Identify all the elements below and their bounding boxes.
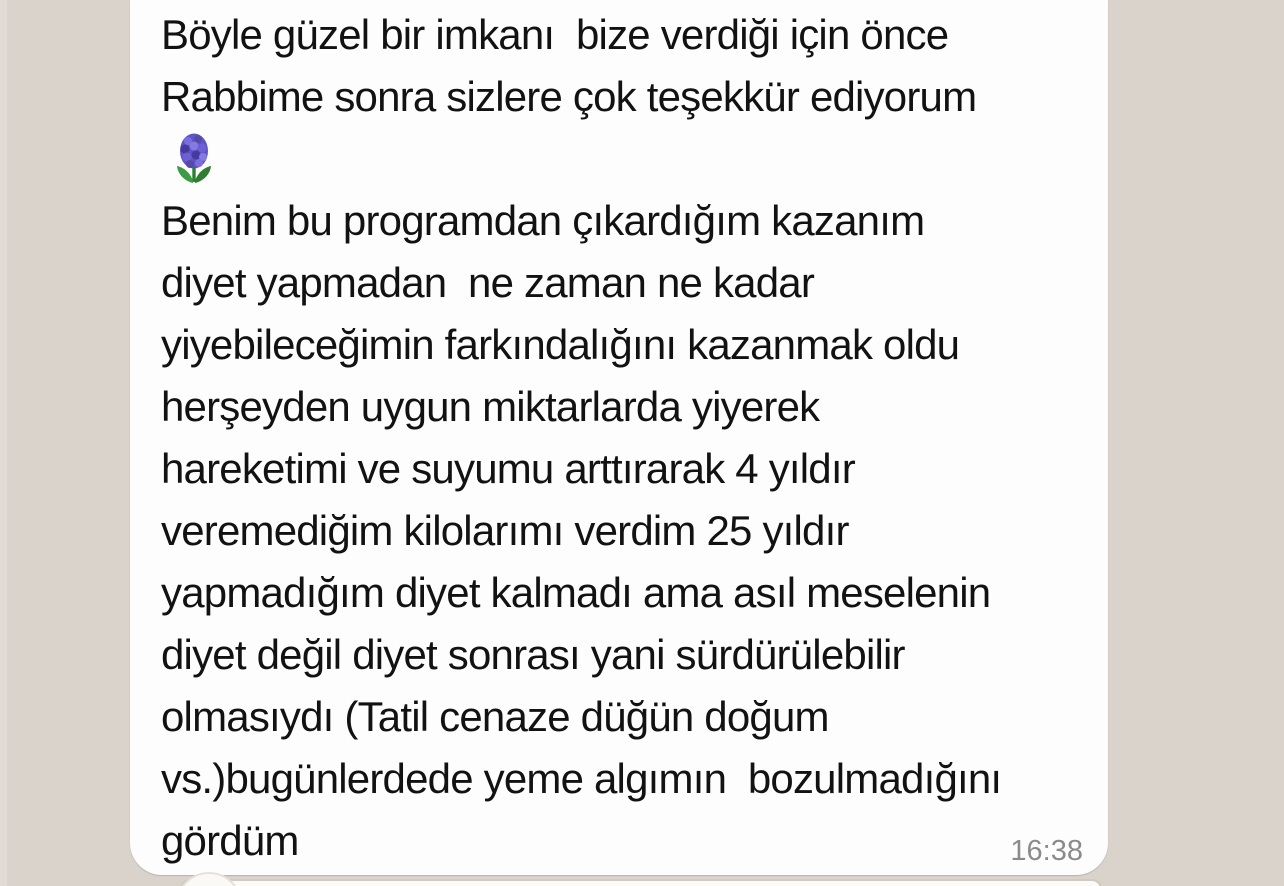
message-line: diyet yapmadan ne zaman ne kadar <box>161 259 815 306</box>
message-line: hareketimi ve suyumu arttırarak 4 yıldır <box>161 445 855 492</box>
message-line: veremediğim kilolarımı verdim 25 yıldır <box>161 507 849 554</box>
incoming-message-bubble[interactable] <box>130 0 1108 875</box>
message-line: Rabbime sonra sizlere çok teşekkür ediyorum <box>161 73 977 120</box>
next-message-bubble-partial[interactable] <box>180 879 1102 886</box>
message-line: yapmadığım diyet kalmadı ama asıl meselenin <box>161 569 991 616</box>
message-line: yiyebileceğimin farkındalığını kazanmak oldu <box>161 321 960 368</box>
message-line: vs.)bugünlerdede yeme algımın bozulmadığını <box>161 755 1002 802</box>
message-line: diyet değil diyet sonrası yani sürdürülebilir <box>161 631 905 678</box>
message-line: Benim bu programdan çıkardığım kazanım <box>161 197 925 244</box>
message-line <box>161 128 1083 190</box>
message-line: herşeyden uygun miktarlarda yiyerek <box>161 383 820 430</box>
message-line: Böyle güzel bir imkanı bize verdiği için önce <box>161 11 949 58</box>
screen-edge-highlight <box>0 0 7 886</box>
message-timestamp: 16:38 <box>1010 835 1083 867</box>
message-line: olmasıydı (Tatil cenaze düğün doğum <box>161 693 829 740</box>
message-line: gördüm <box>161 817 299 864</box>
message-text <box>161 4 1083 872</box>
